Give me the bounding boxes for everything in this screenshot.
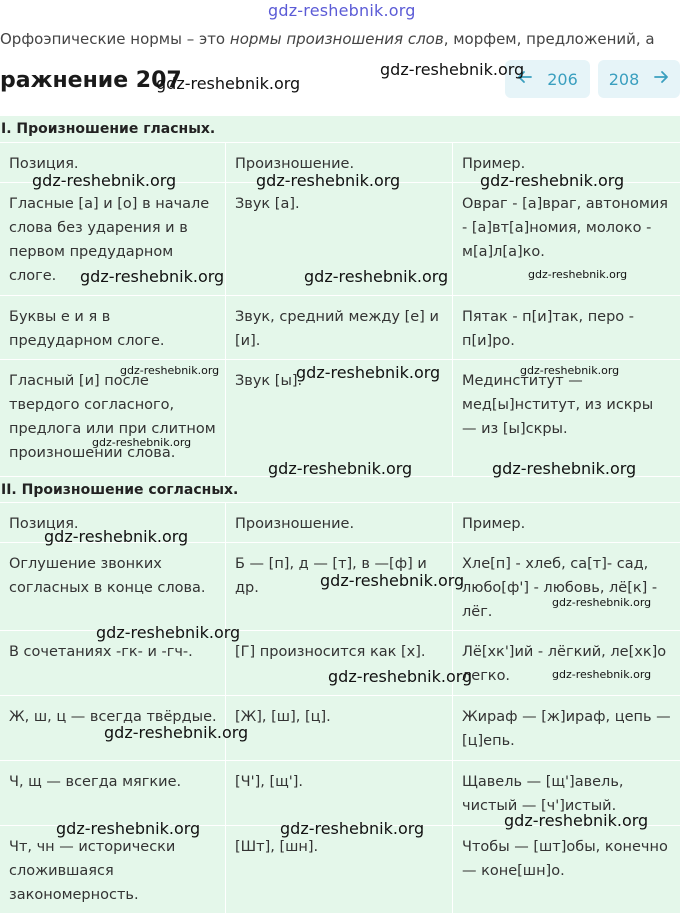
- watermark: gdz-reshebnik.org: [492, 459, 637, 478]
- table-cell: Ж, ш, ц — всегда твёрдые.: [0, 696, 226, 760]
- intro-before: Орфоэпические нормы – это: [0, 30, 230, 48]
- table-cell: Лё[хк']ий - лёгкий, ле[хк]о легко.: [462, 644, 667, 684]
- table-cell: Ч, щ — всегда мягкие.: [0, 761, 226, 825]
- table-cell: В сочетаниях -гк- и -гч-.: [0, 631, 226, 695]
- table-cell: Мединститут — мед[ы]нститут, из искры — из [ы]скры.: [462, 373, 654, 437]
- header-cell: Пример.: [462, 156, 526, 172]
- watermark: gdz-reshebnik.org: [552, 668, 652, 681]
- watermark: gdz-reshebnik.org: [80, 267, 225, 286]
- watermark: gdz-reshebnik.org: [528, 268, 628, 281]
- watermark: gdz-reshebnik.org: [280, 819, 425, 838]
- watermark: gdz-reshebnik.org: [320, 571, 465, 590]
- header-cell: Произношение.: [226, 503, 453, 542]
- table-cell: [Шт], [шн].: [226, 826, 453, 913]
- watermark: gdz-reshebnik.org: [120, 364, 220, 377]
- table-cell: Пятак - п[и]так, перо - п[и]ро.: [462, 309, 635, 349]
- watermark: gdz-reshebnik.org: [44, 527, 189, 546]
- site-watermark: gdz-reshebnik.org: [268, 1, 416, 20]
- section-title-vowels: I. Произношение гласных.: [0, 116, 680, 142]
- watermark: gdz-reshebnik.org: [256, 171, 401, 190]
- watermark: gdz-reshebnik.org: [92, 436, 192, 449]
- watermark: gdz-reshebnik.org: [104, 723, 249, 742]
- exercise-title: ражнение 207: [0, 68, 182, 93]
- watermark: gdz-reshebnik.org: [304, 267, 449, 286]
- watermark: gdz-reshebnik.org: [328, 667, 473, 686]
- watermark: gdz-reshebnik.org: [552, 596, 652, 609]
- intro-after: , морфем, предложений, а: [443, 30, 655, 48]
- table-cell: Чт, чн — исторически сложившаяся закономерность.: [0, 826, 226, 913]
- table-cell: Гласный [и] после твердого согласного, предлога или при слитном произношении слова.: [0, 360, 226, 476]
- header-cell: Пример.: [462, 516, 526, 532]
- watermark: gdz-reshebnik.org: [56, 819, 201, 838]
- header-cell: Позиция.: [0, 143, 226, 182]
- watermark: gdz-reshebnik.org: [504, 811, 649, 830]
- table-cell: Звук [а].: [226, 183, 453, 295]
- table-cell: [Ч'], [щ'].: [226, 761, 453, 825]
- table-cell: Оглушение звонких согласных в конце слова.: [0, 543, 226, 630]
- table-cell: Звук [ы].: [226, 360, 453, 476]
- next-exercise-label: 208: [608, 69, 640, 89]
- intro-italic: нормы произношения слов: [229, 30, 444, 48]
- watermark: gdz-reshebnik.org: [96, 623, 241, 642]
- watermark: gdz-reshebnik.org: [480, 171, 625, 190]
- consonants-table: [0, 502, 680, 913]
- watermark: gdz-reshebnik.org: [520, 364, 620, 377]
- header-cell: Произношение.: [226, 143, 453, 182]
- table-cell: Хле[п] - хлеб, са[т]- сад, любо[ф'] - любовь, лё[к] - лёг.: [462, 556, 658, 620]
- table-cell: Звук, средний между [е] и [и].: [226, 296, 453, 359]
- table-row: [0, 295, 680, 359]
- watermark: gdz-reshebnik.org: [156, 74, 301, 93]
- intro-text: [0, 30, 655, 48]
- prev-exercise-label: 206: [547, 69, 578, 89]
- table-cell: Б — [п], д — [т], в —[ф] и др.: [226, 543, 453, 630]
- watermark: gdz-reshebnik.org: [296, 363, 441, 382]
- table-cell: Овраг - [а]враг, автономия - [а]вт[а]номия, молоко - м[а]л[а]ко.: [462, 196, 668, 260]
- watermark: gdz-reshebnik.org: [380, 60, 525, 79]
- table-cell: [Ж], [ш], [ц].: [226, 696, 453, 760]
- header-cell: Позиция.: [0, 503, 226, 542]
- table-cell: Щавель — [щ']авель, чистый — [ч']истый.: [462, 774, 624, 814]
- table-row: [0, 825, 680, 913]
- table-cell: Жираф — [ж]ираф, цепь — [ц]епь.: [462, 709, 671, 749]
- watermark: gdz-reshebnik.org: [32, 171, 177, 190]
- table-cell: Буквы е и я в предударном слоге.: [0, 296, 226, 359]
- next-exercise-button[interactable]: [598, 60, 680, 98]
- table-cell: Гласные [а] и [о] в начале слова без ударения и в первом предударном слоге.: [0, 183, 226, 295]
- arrow-right-icon: [653, 69, 669, 89]
- vowels-table: [0, 142, 680, 476]
- table-cell: Чтобы — [шт]обы, конечно — коне[шн]о.: [462, 839, 668, 879]
- table-cell: [Г] произносится как [х].: [226, 631, 453, 695]
- watermark: gdz-reshebnik.org: [268, 459, 413, 478]
- table-row: [0, 695, 680, 760]
- section-title-consonants: II. Произношение согласных.: [0, 476, 680, 502]
